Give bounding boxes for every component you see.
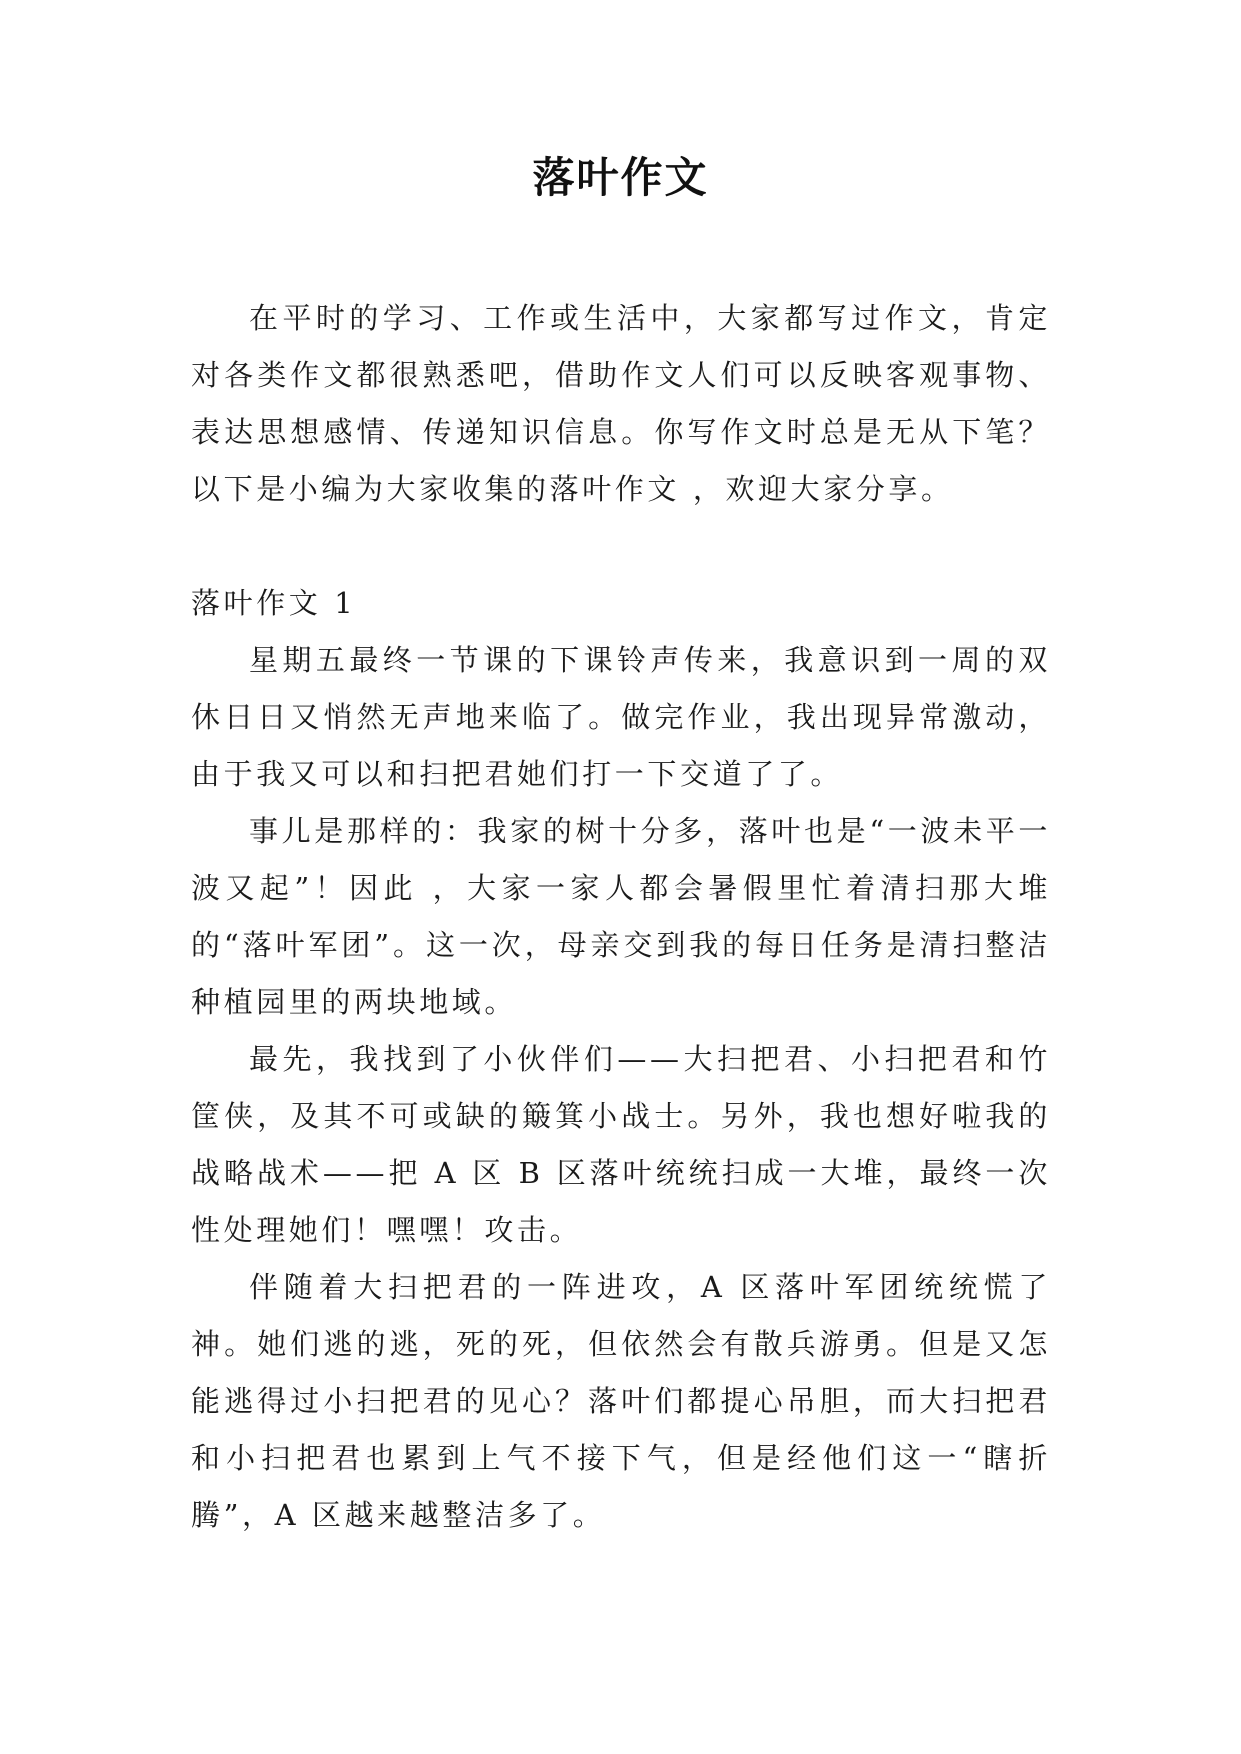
document-body (191, 290, 1051, 1544)
section-heading: 落叶作文 1 (191, 586, 357, 620)
body-paragraph: 星期五最终一节课的下课铃声传来，我意识到一周的双休日日又悄然无声地来临了。做完作业，我出现异常激动，由于我又可以和扫把君她们打一下交道了了。 (191, 643, 1051, 791)
body-paragraph: 事儿是那样的：我家的树十分多，落叶也是“一波未平一波又起”！因此 ，大家一家人都会暑假里忙着清扫那大堆的“落叶军团”。这一次，母亲交到我的每日任务是清扫整洁种植园里的两块地域。 (191, 814, 1051, 1019)
intro-paragraph: 在平时的学习、工作或生活中，大家都写过作文，肯定对各类作文都很熟悉吧，借助作文人们可以反映客观事物、表达思想感情、传递知识信息。你写作文时总是无从下笔？以下是小编为大家收集的落叶作文 ，欢迎大家分享。 (191, 301, 1051, 506)
document-title: 落叶作文 (532, 153, 709, 202)
body-paragraph: 最先，我找到了小伙伴们——大扫把君、小扫把君和竹筐侠，及其不可或缺的簸箕小战士。另外，我也想好啦我的战略战术——把 A 区 B 区落叶统统扫成一大堆，最终一次性处理她们！嘿嘿！攻击。 (191, 1042, 1051, 1247)
body-paragraph: 伴随着大扫把君的一阵进攻，A 区落叶军团统统慌了神。她们逃的逃，死的死，但依然会有散兵游勇。但是又怎能逃得过小扫把君的见心？落叶们都提心吊胆，而大扫把君和小扫把君也累到上气不接下气，但是经他们这一“瞎折腾”，A 区越来越整洁多了。 (191, 1270, 1051, 1532)
